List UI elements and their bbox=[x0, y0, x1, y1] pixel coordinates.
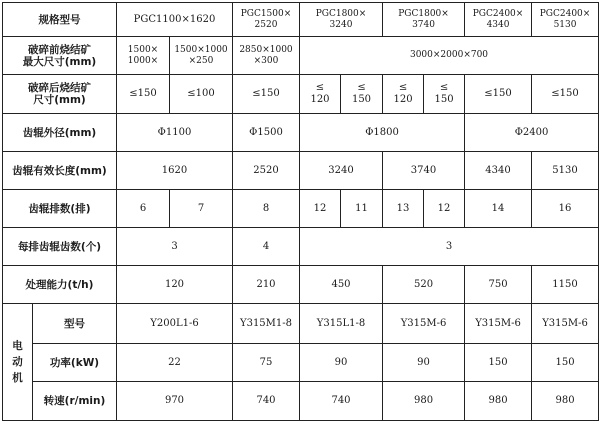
value-text: 3240 bbox=[328, 164, 354, 176]
value-cell bbox=[117, 228, 233, 266]
value-cell bbox=[233, 382, 300, 421]
max-size-before-row bbox=[3, 37, 599, 75]
value-cell bbox=[300, 190, 341, 228]
value-line1: ≤ bbox=[439, 82, 449, 93]
value-text: 150 bbox=[488, 356, 508, 368]
value-cell bbox=[532, 266, 599, 304]
value-cell bbox=[532, 152, 599, 190]
row-label bbox=[3, 37, 117, 75]
value-cell bbox=[300, 266, 383, 304]
value-text: Y315M-6 bbox=[475, 317, 521, 329]
value-text: Y315L1-8 bbox=[316, 317, 366, 329]
value-line2: ×300 bbox=[253, 55, 279, 66]
model-cell-6 bbox=[532, 3, 599, 37]
value-cell bbox=[341, 75, 383, 114]
row-label bbox=[3, 152, 117, 190]
value-cell bbox=[424, 75, 465, 114]
value-line2: 1000× bbox=[127, 55, 159, 66]
value-text: 120 bbox=[164, 278, 185, 290]
value-cell bbox=[233, 344, 300, 382]
value-cell bbox=[233, 114, 300, 152]
value-cell bbox=[117, 304, 233, 344]
value-text: ≤150 bbox=[551, 88, 579, 99]
value-line2: 150 bbox=[351, 94, 372, 105]
value-cell bbox=[383, 382, 465, 421]
value-cell bbox=[117, 266, 233, 304]
spec-table bbox=[2, 2, 599, 421]
value-text: ≤150 bbox=[484, 88, 512, 99]
value-line2: ×250 bbox=[188, 55, 214, 66]
value-cell bbox=[233, 228, 300, 266]
value-text: Φ1500 bbox=[249, 126, 283, 138]
model-name-line2: 4340 bbox=[486, 19, 510, 30]
value-text: 980 bbox=[413, 395, 434, 406]
value-cell bbox=[383, 304, 465, 344]
value-line1: 1500× bbox=[127, 44, 159, 55]
value-cell bbox=[300, 228, 599, 266]
row-label bbox=[33, 304, 117, 344]
value-text: 12 bbox=[437, 202, 451, 214]
row-label-text: 处理能力(t/h) bbox=[25, 278, 94, 291]
value-text: 1150 bbox=[552, 278, 578, 290]
value-text: 3 bbox=[445, 240, 453, 252]
value-cell bbox=[383, 266, 465, 304]
motor-speed-row bbox=[3, 382, 599, 421]
row-label bbox=[33, 382, 117, 421]
model-name-line1: PGC2400× bbox=[539, 8, 591, 19]
value-cell bbox=[117, 114, 233, 152]
motor-group-char: 机 bbox=[12, 372, 23, 384]
value-text: Φ1800 bbox=[365, 126, 399, 138]
value-cell bbox=[465, 304, 532, 344]
value-line1: 2850×1000 bbox=[239, 44, 293, 55]
value-cell bbox=[465, 344, 532, 382]
value-cell bbox=[383, 190, 424, 228]
value-line1: ≤ bbox=[357, 82, 366, 93]
value-text: 3000×2000×700 bbox=[409, 50, 489, 60]
value-cell bbox=[465, 382, 532, 421]
motor-group-char: 电 bbox=[12, 340, 23, 352]
value-cell bbox=[465, 152, 532, 190]
spec-label-cell bbox=[3, 3, 117, 37]
model-name-line2: 3240 bbox=[329, 19, 353, 30]
value-text: 11 bbox=[355, 202, 368, 214]
value-cell bbox=[465, 190, 532, 228]
value-text: 5130 bbox=[552, 164, 578, 176]
value-cell bbox=[532, 75, 599, 114]
model-cell-4 bbox=[383, 3, 465, 37]
value-text: 75 bbox=[259, 356, 273, 368]
motor-model-row bbox=[3, 304, 599, 344]
value-text: 90 bbox=[417, 356, 430, 368]
value-line1: ≤ bbox=[398, 82, 408, 93]
value-cell bbox=[383, 344, 465, 382]
value-text: 740 bbox=[331, 395, 351, 406]
value-cell bbox=[170, 37, 233, 75]
value-cell bbox=[233, 190, 300, 228]
value-text: 450 bbox=[331, 278, 351, 290]
motor-group-label bbox=[3, 304, 33, 421]
value-cell bbox=[341, 190, 383, 228]
model-name-line1: PGC1800× bbox=[315, 8, 367, 19]
value-cell bbox=[465, 266, 532, 304]
value-text: 520 bbox=[413, 278, 434, 290]
value-text: 6 bbox=[139, 202, 147, 214]
value-text: Y315M-6 bbox=[400, 317, 447, 329]
value-text: Y315M1-8 bbox=[239, 317, 293, 329]
value-cell bbox=[117, 37, 170, 75]
value-text: 2520 bbox=[253, 164, 279, 176]
row-label-text: 齿辊有效长度(mm) bbox=[12, 164, 107, 177]
row-label bbox=[3, 190, 117, 228]
teeth-per-row-row bbox=[3, 228, 599, 266]
value-cell bbox=[300, 304, 383, 344]
value-text: 980 bbox=[555, 395, 575, 406]
value-text: 22 bbox=[168, 356, 181, 368]
model-cell-1 bbox=[117, 3, 233, 37]
value-cell bbox=[532, 344, 599, 382]
value-cell bbox=[383, 75, 424, 114]
value-cell bbox=[233, 37, 300, 75]
value-cell bbox=[233, 152, 300, 190]
capacity-row bbox=[3, 266, 599, 304]
value-cell bbox=[233, 304, 300, 344]
value-cell bbox=[532, 304, 599, 344]
row-label-line2: 尺寸(mm) bbox=[33, 94, 86, 106]
value-cell bbox=[117, 152, 233, 190]
value-cell bbox=[465, 75, 532, 114]
value-cell bbox=[532, 190, 599, 228]
value-cell bbox=[233, 266, 300, 304]
value-text: 3 bbox=[171, 240, 178, 252]
row-label-text: 型号 bbox=[64, 317, 85, 330]
value-cell bbox=[117, 382, 233, 421]
value-line2: 120 bbox=[310, 94, 330, 105]
value-text: ≤150 bbox=[129, 88, 157, 99]
value-text: 210 bbox=[256, 278, 276, 290]
value-text: ≤100 bbox=[187, 88, 215, 99]
value-cell bbox=[300, 75, 341, 114]
value-text: 970 bbox=[164, 395, 185, 406]
value-cell bbox=[383, 152, 465, 190]
value-text: Φ2400 bbox=[514, 126, 549, 138]
value-text: Φ1100 bbox=[157, 126, 192, 138]
value-cell bbox=[300, 382, 383, 421]
value-text: 980 bbox=[488, 395, 508, 406]
row-label-text: 功率(kW) bbox=[49, 356, 100, 369]
roll-rows-row bbox=[3, 190, 599, 228]
value-cell bbox=[532, 382, 599, 421]
roll-diameter-row bbox=[3, 114, 599, 152]
value-cell bbox=[424, 190, 465, 228]
value-cell bbox=[300, 152, 383, 190]
roll-length-row bbox=[3, 152, 599, 190]
model-name-line1: PGC1800× bbox=[398, 8, 449, 19]
value-text: 90 bbox=[334, 356, 348, 368]
size-after-row bbox=[3, 75, 599, 114]
value-text: 16 bbox=[558, 202, 572, 214]
motor-group-char: 动 bbox=[12, 356, 23, 368]
row-label-line1: 破碎前烧结矿 bbox=[28, 43, 91, 56]
model-name-line2: 3740 bbox=[412, 19, 435, 30]
value-cell bbox=[465, 114, 599, 152]
value-cell bbox=[300, 114, 465, 152]
value-cell bbox=[300, 37, 599, 75]
row-label bbox=[3, 266, 117, 304]
row-label bbox=[3, 228, 117, 266]
row-label bbox=[3, 114, 117, 152]
value-cell bbox=[117, 75, 170, 114]
value-text: 7 bbox=[197, 202, 205, 214]
model-name-line2: 2520 bbox=[254, 19, 278, 30]
model-cell-5 bbox=[465, 3, 532, 37]
model-name-line1: PGC2400× bbox=[472, 8, 524, 19]
value-text: 4340 bbox=[485, 164, 511, 176]
value-text: 14 bbox=[491, 202, 505, 214]
model-cell-2 bbox=[233, 3, 300, 37]
value-text: 8 bbox=[262, 202, 270, 214]
value-cell bbox=[170, 190, 233, 228]
model-cell-3 bbox=[300, 3, 383, 37]
row-label-text: 齿辊排数(排) bbox=[28, 202, 91, 215]
value-text: 4 bbox=[262, 240, 270, 252]
value-cell bbox=[233, 75, 300, 114]
value-text: Y315M-6 bbox=[542, 317, 588, 329]
value-text: 3740 bbox=[410, 164, 437, 176]
row-label-line1: 破碎后烧结矿 bbox=[28, 82, 91, 94]
value-cell bbox=[117, 344, 233, 382]
value-text: 12 bbox=[313, 202, 327, 214]
value-text: 150 bbox=[555, 356, 575, 368]
row-label-line2: 最大尺寸(mm) bbox=[22, 55, 97, 68]
model-name-line1: PGC1500× bbox=[240, 8, 292, 19]
row-label-text: 转速(r/min) bbox=[43, 395, 106, 407]
value-text: 750 bbox=[488, 278, 508, 290]
value-line1: ≤ bbox=[315, 82, 325, 93]
row-label-text: 每排齿辊齿数(个) bbox=[17, 240, 102, 253]
value-cell bbox=[170, 75, 233, 114]
value-text: Y200L1-6 bbox=[150, 317, 199, 329]
value-line2: 150 bbox=[434, 94, 454, 105]
value-cell bbox=[117, 190, 170, 228]
header-row bbox=[3, 3, 599, 37]
spec-label: 规格型号 bbox=[38, 13, 81, 26]
model-name-line2: 5130 bbox=[553, 19, 577, 30]
value-text: 1620 bbox=[161, 164, 188, 176]
row-label bbox=[33, 344, 117, 382]
value-line1: 1500×1000 bbox=[174, 44, 228, 55]
value-text: ≤150 bbox=[252, 88, 280, 99]
value-line2: 120 bbox=[393, 94, 413, 105]
motor-power-row bbox=[3, 344, 599, 382]
value-text: 740 bbox=[256, 395, 276, 406]
value-cell bbox=[300, 344, 383, 382]
value-text: 13 bbox=[396, 202, 410, 214]
model-name: PGC1100×1620 bbox=[133, 13, 216, 25]
row-label bbox=[3, 75, 117, 114]
row-label-text: 齿辊外径(mm) bbox=[22, 126, 97, 139]
